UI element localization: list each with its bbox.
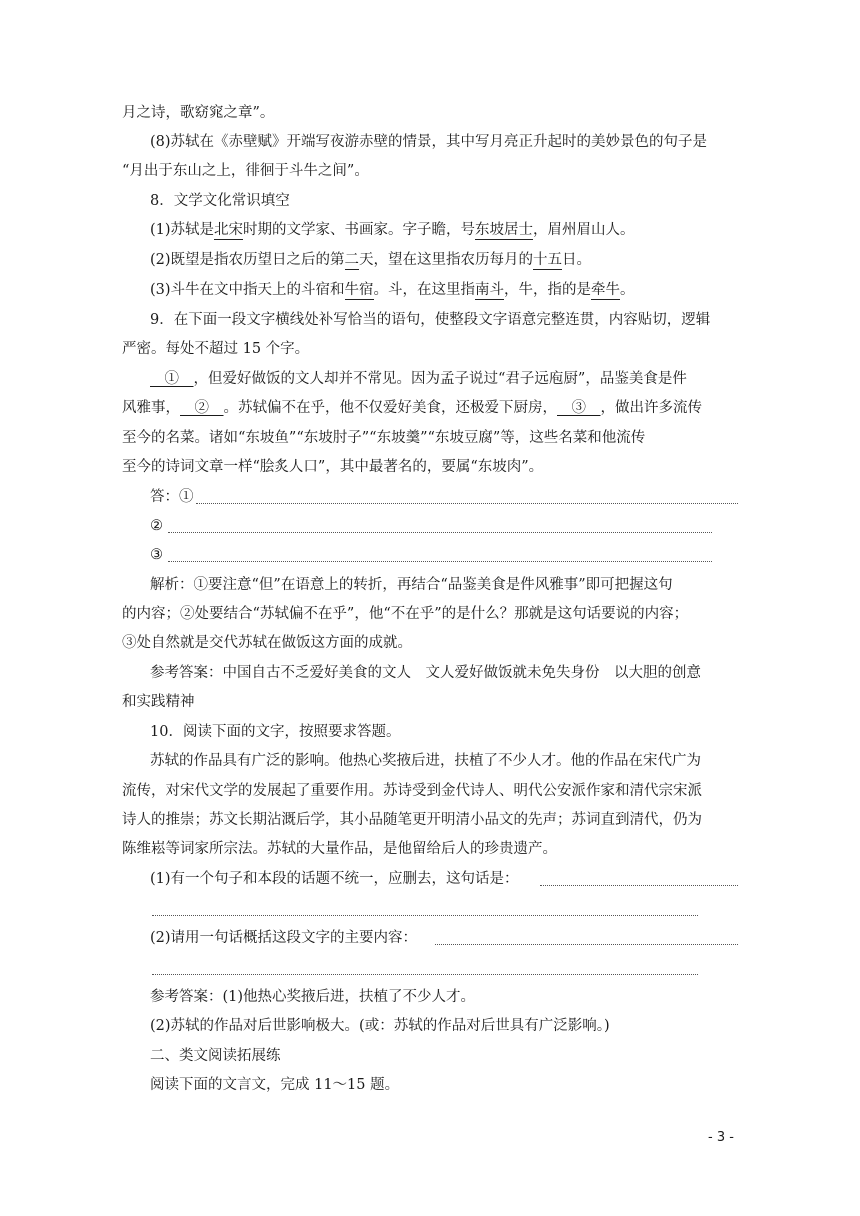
question-10-heading: 10．阅读下面的文字，按照要求答题。	[150, 724, 401, 740]
text: 风雅事，	[122, 400, 180, 416]
text: (2)既望是指农历望日之后的第	[150, 252, 345, 268]
answer-underlined: 牵牛	[591, 282, 621, 298]
answer-underlined: 十五	[533, 252, 563, 268]
answer-underlined: 二	[344, 252, 360, 268]
page-number: - 3 -	[708, 1130, 734, 1145]
text: (3)斗牛在文中指天上的斗宿和	[150, 282, 345, 298]
analysis-line-1: 解析：①要注意“但”在语意上的转折，再结合“品鉴美食是件风雅事”即可把握这句	[150, 577, 673, 593]
text: 。苏轼偏不在乎，他不仅爱好美食，还极爱下厨房，	[223, 400, 557, 416]
passage-9-line-4: 至今的诗词文章一样“脍炙人口”，其中最著名的，要属“东坡肉”。	[122, 459, 544, 475]
answer-10-2-line-b[interactable]	[152, 974, 698, 975]
section-8-heading: 8．文学文化常识填空	[150, 193, 290, 209]
text: (1)苏轼是	[150, 222, 215, 238]
question-10-2: (2)请用一句话概括这段文字的主要内容：	[150, 930, 418, 946]
passage-9-line-3: 至今的名菜。诸如“东坡鱼”“东坡肘子”“东坡羹”“东坡豆腐”等，这些名菜和他流传	[122, 430, 646, 446]
reference-answer-10-1: 参考答案：(1)他热心奖掖后进，扶植了不少人才。	[150, 989, 476, 1005]
text: ，眉州眉山人。	[533, 222, 635, 238]
passage-10-line-3: 诗人的推崇；苏文长期沾溉后学，其小品随笔更开明清小品文的先声；苏词直到清代，仍为	[122, 812, 702, 828]
answer-2-line[interactable]	[168, 532, 712, 533]
answer-10-1-line-b[interactable]	[152, 915, 698, 916]
question-8-8-line-2: “月出于东山之上，徘徊于斗牛之间”。	[122, 163, 369, 179]
blank-2: ②	[180, 400, 224, 416]
question-8-8-line-1: (8)苏轼在《赤壁赋》开端写夜游赤壁的情景，其中写月亮正升起时的美妙景色的句子是	[150, 134, 708, 150]
text: ，做出许多流传	[600, 400, 702, 416]
passage-9-line-1	[150, 369, 742, 389]
passage-10-line-1: 苏轼的作品具有广泛的影响。他热心奖掖后进，扶植了不少人才。他的作品在宋代广为	[150, 753, 701, 769]
answer-1-label: 答：①	[150, 489, 194, 505]
blank-1: ①	[150, 371, 194, 387]
answer-2-label: ②	[150, 518, 163, 534]
text: 。	[620, 282, 635, 298]
answer-underlined: 南斗	[475, 282, 505, 298]
text: 天，望在这里指农历每月的	[359, 252, 534, 268]
item-8-2	[150, 250, 742, 270]
item-8-1	[150, 220, 742, 240]
question-10-1: (1)有一个句子和本段的话题不统一，应删去，这句话是：	[150, 871, 519, 887]
answer-underlined: 北宋	[214, 222, 244, 238]
text: 日。	[562, 252, 592, 268]
answer-3-line[interactable]	[168, 561, 712, 562]
answer-3-label: ③	[150, 547, 163, 563]
question-9-line-1: 9．在下面一段文字横线处补写恰当的语句，使整段文字语意完整连贯，内容贴切，逻辑	[150, 312, 711, 328]
question-9-line-2: 严密。每处不超过 15 个字。	[122, 341, 310, 357]
analysis-line-2: 的内容；②处要结合“苏轼偏不在乎”，他“不在乎”的是什么？那就是这句话要说的内容；	[122, 606, 689, 622]
text: ，牛，指的是	[504, 282, 592, 298]
answer-underlined: 牛宿	[344, 282, 374, 298]
item-8-3	[150, 280, 742, 300]
section-2-intro: 阅读下面的文言文，完成 11～15 题。	[150, 1077, 400, 1093]
answer-10-2-line-a[interactable]	[435, 944, 738, 945]
passage-10-line-2: 流传，对宋代文学的发展起了重要作用。苏诗受到金代诗人、明代公安派作家和清代宗宋派	[122, 783, 702, 799]
reference-answer-line-2: 和实践精神	[122, 694, 195, 710]
text: ，但爱好做饭的文人却并不常见。因为孟子说过“君子远庖厨”，品鉴美食是件	[193, 371, 687, 387]
text-line: 月之诗，歌窈窕之章”。	[122, 105, 275, 121]
passage-10-line-4: 陈维崧等词家所宗法。苏轼的大量作品，是他留给后人的珍贵遗产。	[122, 841, 557, 857]
section-2-heading: 二、类文阅读拓展练	[150, 1048, 281, 1064]
reference-answer-line-1: 参考答案：中国自古不乏爱好美食的文人 文人爱好做饭就未免失身份 以大胆的创意	[150, 665, 701, 681]
answer-10-1-line-a[interactable]	[540, 885, 738, 886]
text: 时期的文学家、书画家。字子瞻，号	[243, 222, 476, 238]
blank-3: ③	[557, 400, 601, 416]
answer-underlined: 东坡居士	[475, 222, 534, 238]
analysis-line-3: ③处自然就是交代苏轼在做饭这方面的成就。	[122, 635, 412, 651]
reference-answer-10-2: (2)苏轼的作品对后世影响极大。(或：苏轼的作品对后世具有广泛影响。)	[150, 1018, 610, 1034]
passage-9-line-2	[122, 398, 742, 418]
answer-1-line[interactable]	[196, 503, 738, 504]
text: 。斗，在这里指	[373, 282, 476, 298]
